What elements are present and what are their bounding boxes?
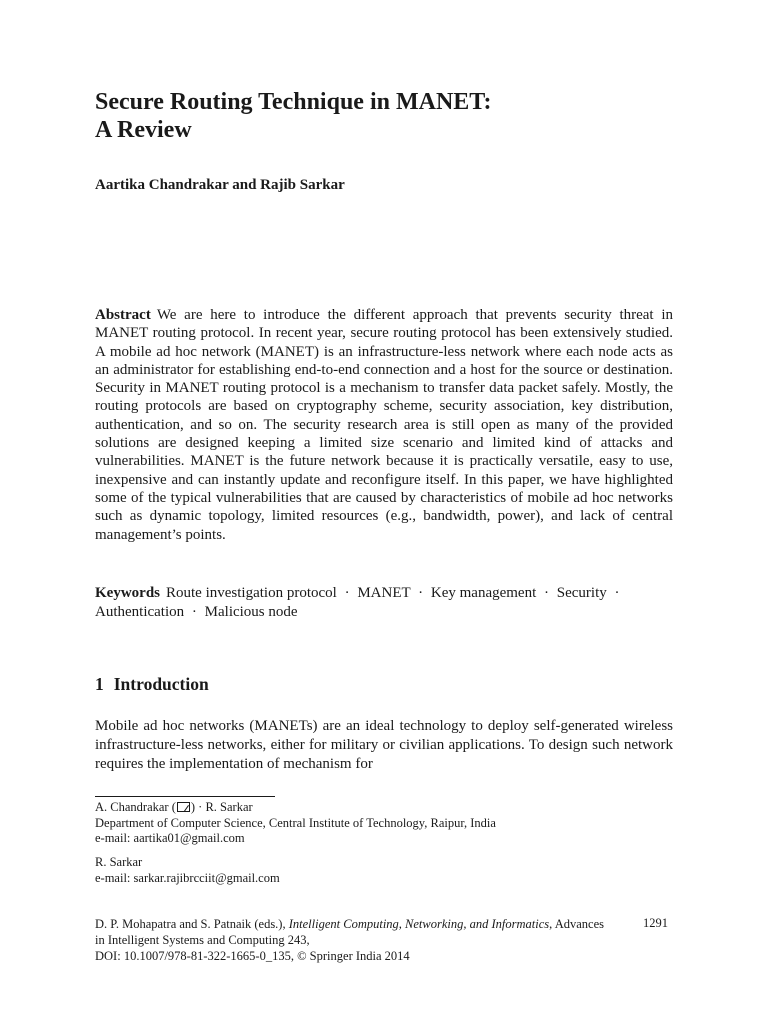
title-line-1: Secure Routing Technique in MANET: bbox=[95, 89, 492, 115]
keyword-item: Key management bbox=[430, 585, 537, 601]
footnote-affiliation bbox=[95, 800, 673, 847]
citation-block bbox=[95, 916, 615, 964]
keywords-label: Keywords bbox=[95, 585, 160, 601]
keywords bbox=[95, 584, 673, 621]
footnote-department: Department of Computer Science, Central Institute of Technology, Raipur, India bbox=[95, 815, 496, 830]
paper-title bbox=[95, 88, 695, 144]
footnote-author-1: A. Chandrakar ( bbox=[95, 800, 176, 814]
section-heading bbox=[95, 674, 209, 695]
citation-book-title: Intelligent Computing, Networking, and Informatics bbox=[288, 917, 550, 931]
footnote-email-2[interactable]: e-mail: sarkar.rajibrcciit@gmail.com bbox=[95, 870, 280, 885]
keyword-separator: · bbox=[344, 585, 350, 601]
footnote-author-2: ) · R. Sarkar bbox=[190, 800, 253, 814]
envelope-icon bbox=[177, 802, 190, 812]
keyword-item: MANET bbox=[357, 585, 411, 601]
keyword-item: Malicious node bbox=[204, 603, 298, 620]
keyword-item: Authentication bbox=[95, 603, 185, 620]
abstract-label: Abstract bbox=[95, 307, 151, 323]
footnote-email-1[interactable]: e-mail: aartika01@gmail.com bbox=[95, 831, 245, 845]
title-line-2: A Review bbox=[95, 117, 192, 143]
abstract-text: We are here to introduce the different approach that prevents security threat in MANET routing protocol. In recent year, secure routing protocol has been extensively studied. A mobile ad hoc network (MANET) is an infrastructure-less network where each node acts as an administrator for establishing end-to-end connection and a host for the source or destination. Security in MANET routing protocol is a mechanism to transfer data packet safely. Mostly, the routing protocols are based on cryptography scheme, security association, key distribution, authentication, and so on. The security research area is still open as many of the provided solutions are designed keeping a limited size scenario and limited kind of attacks and vulnerabilities. MANET is the future network because it is practically versatile, easy to use, inexpensive and can instantly update and reconfigure itself. In this paper, we have highlighted some of the typical vulnerabilities that are caused by characteristics of mobile ad hoc networks such as dynamic topology, limited resources (e.g., bandwidth, power), and lack of central management’s points. bbox=[95, 307, 673, 543]
footnote-author-2-name: R. Sarkar bbox=[95, 855, 143, 869]
introduction-paragraph: Mobile ad hoc networks (MANETs) are an ideal technology to deploy self-generated wireless infrastructure-less networks, either for military or civilian applications. To design such network requires the implementation of mechanism for bbox=[95, 718, 673, 772]
keyword-list bbox=[95, 585, 624, 620]
keyword-separator: · bbox=[191, 603, 197, 620]
keyword-item: Security bbox=[556, 585, 607, 601]
page-number: 1291 bbox=[643, 916, 668, 930]
abstract bbox=[95, 306, 673, 544]
section-number: 1 bbox=[95, 674, 104, 694]
keyword-separator: · bbox=[418, 585, 424, 601]
keyword-separator: · bbox=[614, 585, 620, 601]
citation-editors: D. P. Mohapatra and S. Patnaik (eds.), bbox=[95, 917, 286, 931]
section-title-text: Introduction bbox=[113, 674, 209, 694]
footnote-authors-line bbox=[95, 800, 673, 816]
citation-doi[interactable]: DOI: 10.1007/978-81-322-1665-0_135, © Springer India 2014 bbox=[95, 949, 410, 963]
citation-series: , Advances in Intelligent Systems and Computing 243, bbox=[95, 917, 604, 947]
footnote-divider bbox=[95, 796, 275, 797]
keyword-separator: · bbox=[544, 585, 549, 601]
author-list: Aartika Chandrakar and Rajib Sarkar bbox=[95, 177, 345, 193]
keyword-item: Route investigation protocol bbox=[166, 585, 337, 601]
footnote-second-author bbox=[95, 855, 673, 886]
